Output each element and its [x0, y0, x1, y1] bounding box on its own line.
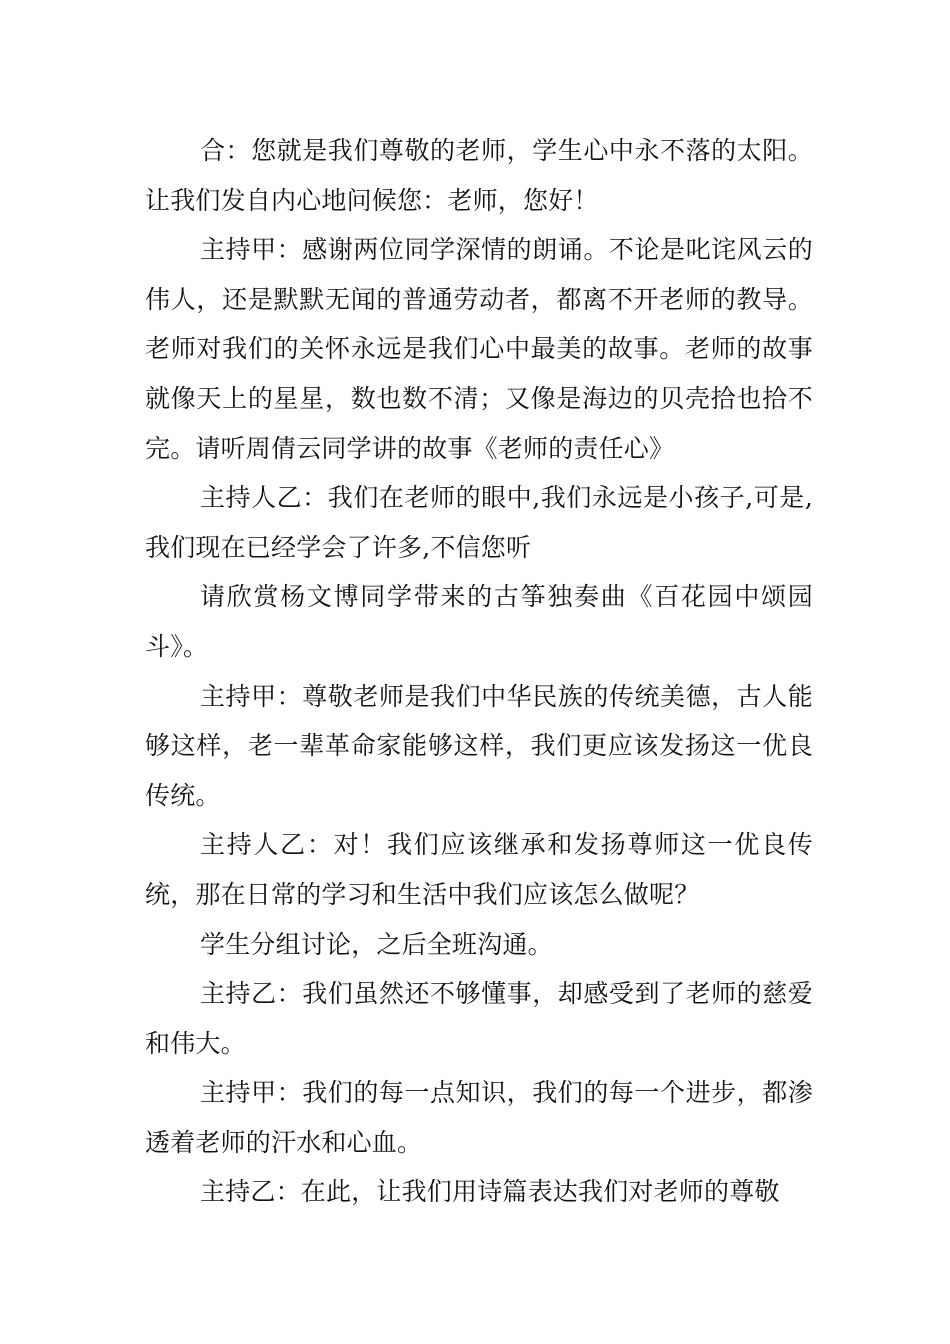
paragraph-4: 请欣赏杨文博同学带来的古筝独奏曲《百花园中颂园斗》。 [145, 582, 813, 661]
paragraph-1: 合：您就是我们尊敬的老师，学生心中永不落的太阳。让我们发自内心地问候您：老师，您好！ [145, 136, 813, 215]
document-body [145, 126, 813, 1217]
paragraph-3: 主持人乙：我们在老师的眼中,我们永远是小孩子,可是,我们现在已经学会了许多,不信您听 [145, 483, 813, 562]
paragraph-6: 主持人乙：对！我们应该继承和发扬尊师这一优良传统，那在日常的学习和生活中我们应该怎么做呢？ [145, 830, 813, 909]
paragraph-7: 学生分组讨论，之后全班沟通。 [200, 929, 553, 959]
paragraph-2: 主持甲：感谢两位同学深情的朗诵。不论是叱诧风云的伟人，还是默默无闻的普通劳动者，都离不开老师的教导。老师对我们的关怀永远是我们心中最美的故事。老师的故事就像天上的星星，数也数不清；又像是海边的贝壳拾也拾不完。请听周倩云同学讲的故事《老师的责任心》 [145, 235, 813, 463]
paragraph-5: 主持甲：尊敬老师是我们中华民族的传统美德，古人能够这样，老一辈革命家能够这样，我们更应该发扬这一优良传统。 [145, 681, 813, 810]
paragraph-9: 主持甲：我们的每一点知识，我们的每一个进步，都渗透着老师的汗水和心血。 [145, 1078, 813, 1157]
paragraph-8: 主持乙：我们虽然还不够懂事，却感受到了老师的慈爱和伟大。 [145, 979, 813, 1058]
paragraph-10: 主持乙：在此，让我们用诗篇表达我们对老师的尊敬 [200, 1177, 780, 1207]
